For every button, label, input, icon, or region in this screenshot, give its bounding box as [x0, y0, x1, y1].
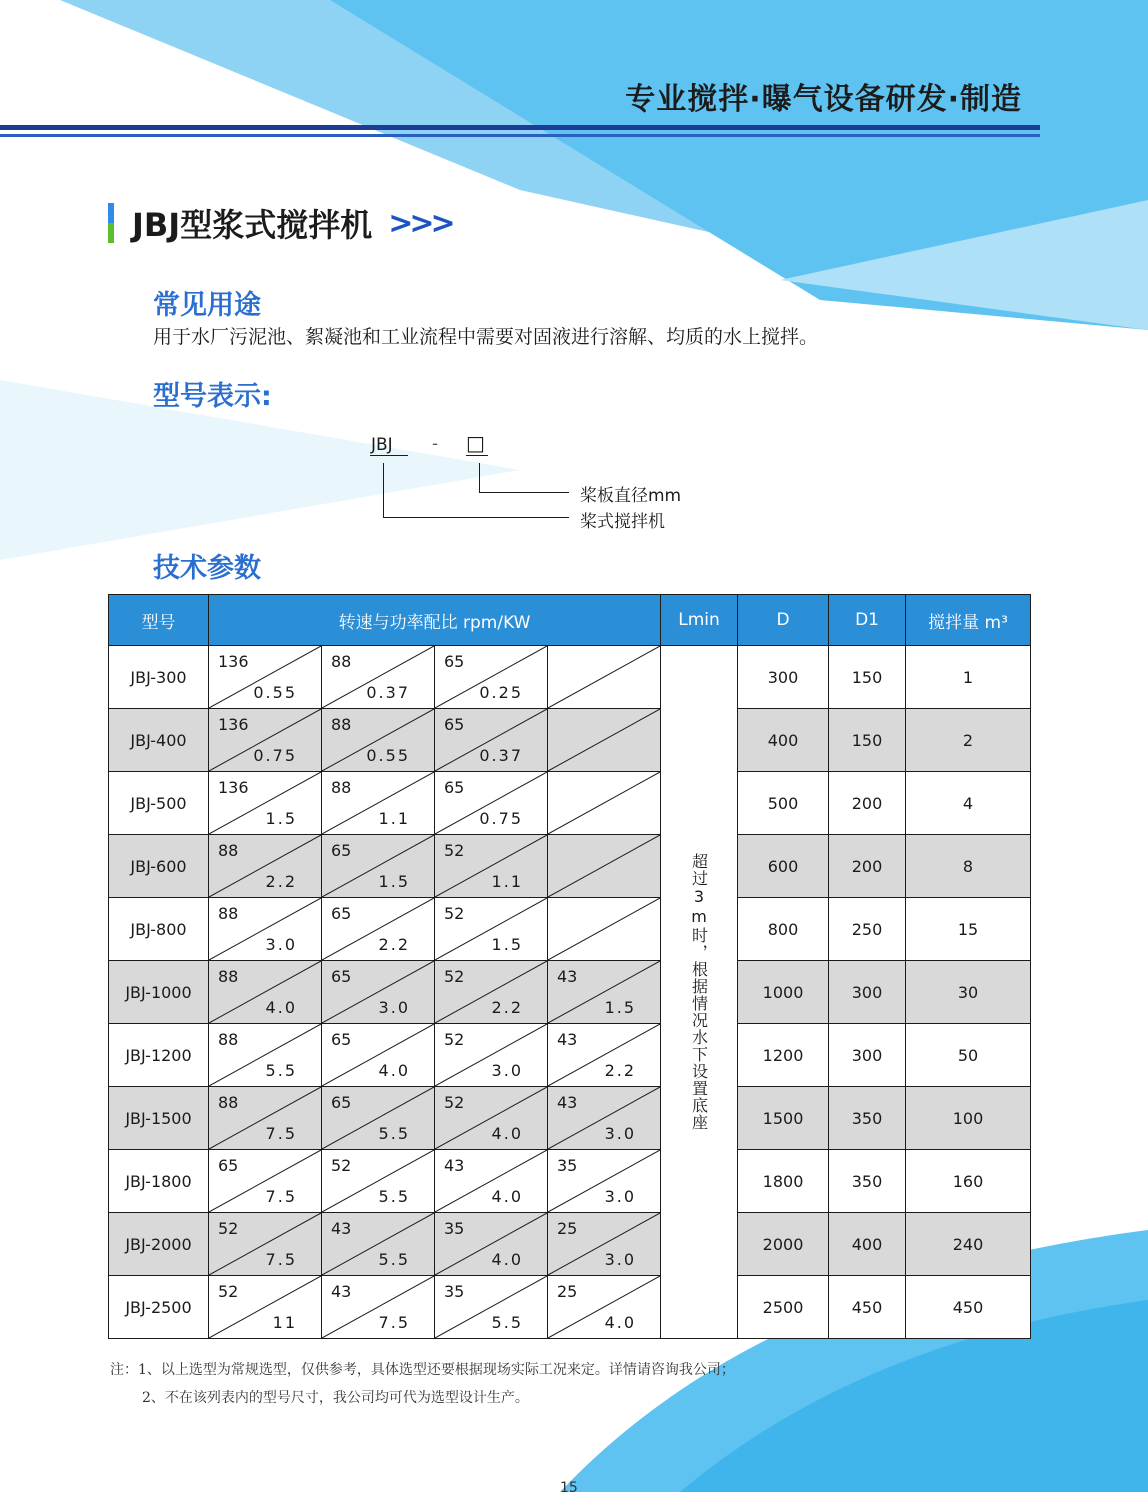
cell-model: JBJ-600: [109, 835, 209, 898]
table-row: [109, 1276, 1031, 1339]
table-row: [109, 1087, 1031, 1150]
cell-speed-power: [435, 1276, 548, 1339]
cell-d: 2500: [738, 1276, 829, 1339]
rpm-value: 65: [331, 1030, 352, 1049]
kw-value: 4.0: [491, 1124, 523, 1143]
cell-d1: 150: [829, 646, 906, 709]
cell-volume: 100: [906, 1087, 1031, 1150]
col-header-speed: 转速与功率配比 rpm/KW: [209, 595, 661, 646]
rpm-value: 88: [331, 652, 352, 671]
cell-speed-power: [322, 1087, 435, 1150]
table-header-row: [109, 595, 1031, 646]
cell-speed-power: [548, 835, 661, 898]
kw-value: 0.55: [366, 746, 410, 765]
kw-value: 7.5: [265, 1124, 297, 1143]
page-title-block: [108, 200, 452, 246]
rpm-value: 65: [444, 778, 465, 797]
cell-model: JBJ-2500: [109, 1276, 209, 1339]
cell-model: JBJ-1000: [109, 961, 209, 1024]
table-row: [109, 709, 1031, 772]
title-accent-bar: [108, 203, 114, 243]
rpm-value: 65: [331, 904, 352, 923]
label-diameter: 桨板直径mm: [580, 486, 682, 506]
cell-volume: 160: [906, 1150, 1031, 1213]
cell-volume: 50: [906, 1024, 1031, 1087]
cell-speed-power: [435, 1087, 548, 1150]
header-rule-thick: [0, 125, 1040, 130]
rpm-value: 43: [444, 1156, 465, 1175]
rpm-value: 52: [444, 841, 465, 860]
table-row: [109, 961, 1031, 1024]
rpm-value: 25: [557, 1282, 578, 1301]
cell-diagonal: [548, 835, 660, 897]
title-arrows-icon: >>>: [388, 205, 452, 241]
rpm-value: 136: [218, 715, 249, 734]
cell-speed-power: [322, 898, 435, 961]
cell-d1: 300: [829, 961, 906, 1024]
cell-d: 800: [738, 898, 829, 961]
diameter-leader-horizontal: [479, 492, 569, 493]
cell-speed-power: [209, 898, 322, 961]
cell-speed-power: [435, 835, 548, 898]
cell-speed-power: [435, 1024, 548, 1087]
kw-value: 1.5: [491, 935, 523, 954]
kw-value: 3.0: [265, 935, 297, 954]
cell-d: 1000: [738, 961, 829, 1024]
cell-diagonal: [548, 898, 660, 960]
cell-model: JBJ-300: [109, 646, 209, 709]
cell-volume: 30: [906, 961, 1031, 1024]
cell-speed-power: [322, 1024, 435, 1087]
kw-value: 5.5: [378, 1250, 410, 1269]
cell-speed-power: [322, 1150, 435, 1213]
cell-speed-power: [209, 1024, 322, 1087]
kw-value: 3.0: [378, 998, 410, 1017]
rpm-value: 65: [331, 1093, 352, 1112]
rpm-value: 52: [218, 1219, 239, 1238]
cell-model: JBJ-1800: [109, 1150, 209, 1213]
col-header-volume: 搅拌量 m³: [906, 595, 1031, 646]
cell-speed-power: [548, 709, 661, 772]
kw-value: 1.5: [265, 809, 297, 828]
table-row: [109, 1150, 1031, 1213]
header-slogan: 专业搅拌·曝气设备研发·制造: [625, 82, 1022, 117]
cell-d1: 350: [829, 1087, 906, 1150]
usage-heading: 常见用途: [153, 290, 261, 321]
type-leader-horizontal: [383, 517, 569, 518]
cell-d: 1800: [738, 1150, 829, 1213]
cell-speed-power: [322, 961, 435, 1024]
kw-value: 4.0: [265, 998, 297, 1017]
cell-speed-power: [548, 1087, 661, 1150]
diameter-leader-vertical: [479, 463, 480, 493]
cell-speed-power: [209, 835, 322, 898]
notes: [110, 1356, 735, 1412]
kw-value: 11: [272, 1313, 297, 1332]
cell-d: 600: [738, 835, 829, 898]
cell-volume: 1: [906, 646, 1031, 709]
rpm-value: 35: [444, 1282, 465, 1301]
cell-speed-power: [548, 1024, 661, 1087]
cell-d1: 400: [829, 1213, 906, 1276]
col-header-d1: D1: [829, 595, 906, 646]
page-number: 15: [560, 1480, 578, 1496]
cell-d: 300: [738, 646, 829, 709]
cell-speed-power: [209, 961, 322, 1024]
kw-value: 3.0: [604, 1187, 637, 1206]
cell-speed-power: [209, 646, 322, 709]
table-row: [109, 1213, 1031, 1276]
cell-speed-power: [209, 1213, 322, 1276]
rpm-value: 88: [218, 1030, 239, 1049]
cell-d: 500: [738, 772, 829, 835]
kw-value: 7.5: [265, 1250, 297, 1269]
cell-d1: 250: [829, 898, 906, 961]
cell-speed-power: [209, 1087, 322, 1150]
cell-speed-power: [435, 772, 548, 835]
kw-value: 3.0: [604, 1250, 637, 1269]
rpm-value: 43: [331, 1219, 352, 1238]
cell-d: 1500: [738, 1087, 829, 1150]
cell-d1: 200: [829, 835, 906, 898]
cell-model: JBJ-1500: [109, 1087, 209, 1150]
kw-value: 1.5: [604, 998, 637, 1017]
cell-speed-power: [209, 772, 322, 835]
cell-d: 400: [738, 709, 829, 772]
rpm-value: 88: [218, 967, 239, 986]
cell-model: JBJ-500: [109, 772, 209, 835]
cell-model: JBJ-1200: [109, 1024, 209, 1087]
kw-value: 0.55: [253, 683, 297, 702]
kw-value: 1.1: [378, 809, 410, 828]
cell-lmin-note: [661, 646, 738, 1339]
tech-heading: 技术参数: [153, 553, 261, 584]
cell-speed-power: [322, 646, 435, 709]
cell-model: JBJ-400: [109, 709, 209, 772]
cell-speed-power: [435, 961, 548, 1024]
rpm-value: 88: [218, 1093, 239, 1112]
cell-volume: 4: [906, 772, 1031, 835]
cell-volume: 8: [906, 835, 1031, 898]
cell-speed-power: [548, 1213, 661, 1276]
rpm-value: 52: [444, 1093, 465, 1112]
cell-speed-power: [548, 646, 661, 709]
usage-text: 用于水厂污泥池、絮凝池和工业流程中需要对固液进行溶解、均质的水上搅拌。: [153, 326, 819, 348]
note-1: 注：1、以上选型为常规选型，仅供参考，具体选型还要根据现场实际工况来定。详情请咨询我公司；: [110, 1362, 735, 1378]
cell-speed-power: [435, 646, 548, 709]
cell-d1: 350: [829, 1150, 906, 1213]
rpm-value: 43: [557, 1030, 578, 1049]
rpm-value: 35: [444, 1219, 465, 1238]
cell-model: JBJ-2000: [109, 1213, 209, 1276]
cell-d1: 450: [829, 1276, 906, 1339]
kw-value: 2.2: [604, 1061, 637, 1080]
model-code: JBJ: [371, 435, 393, 455]
cell-speed-power: [209, 709, 322, 772]
rpm-value: 43: [557, 1093, 578, 1112]
rpm-value: 65: [331, 841, 352, 860]
rpm-value: 136: [218, 652, 249, 671]
kw-value: 0.75: [253, 746, 297, 765]
kw-value: 2.2: [491, 998, 523, 1017]
cell-speed-power: [209, 1150, 322, 1213]
cell-speed-power: [548, 772, 661, 835]
cell-d: 1200: [738, 1024, 829, 1087]
cell-diagonal: [548, 772, 660, 834]
label-type: 桨式搅拌机: [580, 512, 665, 532]
rpm-value: 65: [331, 967, 352, 986]
rpm-value: 52: [331, 1156, 352, 1175]
kw-value: 4.0: [491, 1187, 523, 1206]
cell-speed-power: [435, 1150, 548, 1213]
cell-speed-power: [548, 1150, 661, 1213]
cell-d1: 300: [829, 1024, 906, 1087]
rpm-value: 136: [218, 778, 249, 797]
col-header-lmin: Lmin: [661, 595, 738, 646]
kw-value: 7.5: [378, 1313, 410, 1332]
cell-volume: 2: [906, 709, 1031, 772]
cell-volume: 450: [906, 1276, 1031, 1339]
kw-value: 5.5: [378, 1187, 410, 1206]
cell-speed-power: [322, 1276, 435, 1339]
cell-d1: 200: [829, 772, 906, 835]
rpm-value: 65: [444, 652, 465, 671]
kw-value: 5.5: [378, 1124, 410, 1143]
kw-value: 4.0: [491, 1250, 523, 1269]
cell-volume: 15: [906, 898, 1031, 961]
kw-value: 4.0: [604, 1313, 637, 1332]
rpm-value: 88: [331, 778, 352, 797]
type-leader-vertical: [383, 463, 384, 518]
rpm-value: 52: [218, 1282, 239, 1301]
cell-speed-power: [322, 772, 435, 835]
rpm-value: 43: [557, 967, 578, 986]
table-row: [109, 1024, 1031, 1087]
kw-value: 3.0: [491, 1061, 523, 1080]
cell-d: 2000: [738, 1213, 829, 1276]
rpm-value: 52: [444, 904, 465, 923]
rpm-value: 52: [444, 1030, 465, 1049]
model-heading: 型号表示:: [153, 381, 272, 412]
model-box-icon: □: [466, 431, 485, 455]
table-row: [109, 646, 1031, 709]
cell-speed-power: [435, 709, 548, 772]
table-row: [109, 898, 1031, 961]
cell-speed-power: [322, 1213, 435, 1276]
kw-value: 2.2: [265, 872, 297, 891]
cell-speed-power: [548, 961, 661, 1024]
rpm-value: 52: [444, 967, 465, 986]
cell-speed-power: [209, 1276, 322, 1339]
table-row: [109, 835, 1031, 898]
table-row: [109, 772, 1031, 835]
rpm-value: 88: [218, 904, 239, 923]
kw-value: 0.37: [479, 746, 523, 765]
cell-speed-power: [548, 1276, 661, 1339]
rpm-value: 65: [218, 1156, 239, 1175]
page-title: JBJ型浆式搅拌机: [132, 206, 373, 244]
cell-model: JBJ-800: [109, 898, 209, 961]
model-box-underline: [466, 455, 488, 456]
kw-value: 2.2: [378, 935, 410, 954]
lmin-note-text: 超过3m时，根据情况水下设置底座: [689, 853, 709, 1131]
kw-value: 5.5: [265, 1061, 297, 1080]
kw-value: 7.5: [265, 1187, 297, 1206]
cell-speed-power: [322, 835, 435, 898]
col-header-d: D: [738, 595, 829, 646]
kw-value: 1.1: [491, 872, 523, 891]
spec-table: [108, 594, 1031, 1339]
note-2: 2、不在该列表内的型号尺寸，我公司均可代为选型设计生产。: [142, 1390, 529, 1406]
cell-speed-power: [435, 1213, 548, 1276]
kw-value: 0.25: [479, 683, 523, 702]
kw-value: 0.37: [366, 683, 410, 702]
rpm-value: 25: [557, 1219, 578, 1238]
kw-value: 5.5: [491, 1313, 523, 1332]
cell-speed-power: [548, 898, 661, 961]
cell-speed-power: [322, 709, 435, 772]
rpm-value: 43: [331, 1282, 352, 1301]
cell-speed-power: [435, 898, 548, 961]
kw-value: 3.0: [604, 1124, 637, 1143]
kw-value: 4.0: [378, 1061, 410, 1080]
cell-diagonal: [548, 646, 660, 708]
col-header-model: 型号: [109, 595, 209, 646]
kw-value: 1.5: [378, 872, 410, 891]
cell-d1: 150: [829, 709, 906, 772]
kw-value: 0.75: [479, 809, 523, 828]
model-dash: -: [432, 434, 439, 454]
model-code-underline: [370, 455, 408, 456]
rpm-value: 88: [218, 841, 239, 860]
rpm-value: 88: [331, 715, 352, 734]
cell-volume: 240: [906, 1213, 1031, 1276]
rpm-value: 35: [557, 1156, 578, 1175]
cell-diagonal: [548, 709, 660, 771]
rpm-value: 65: [444, 715, 465, 734]
header-rule-thin: [0, 134, 1040, 137]
